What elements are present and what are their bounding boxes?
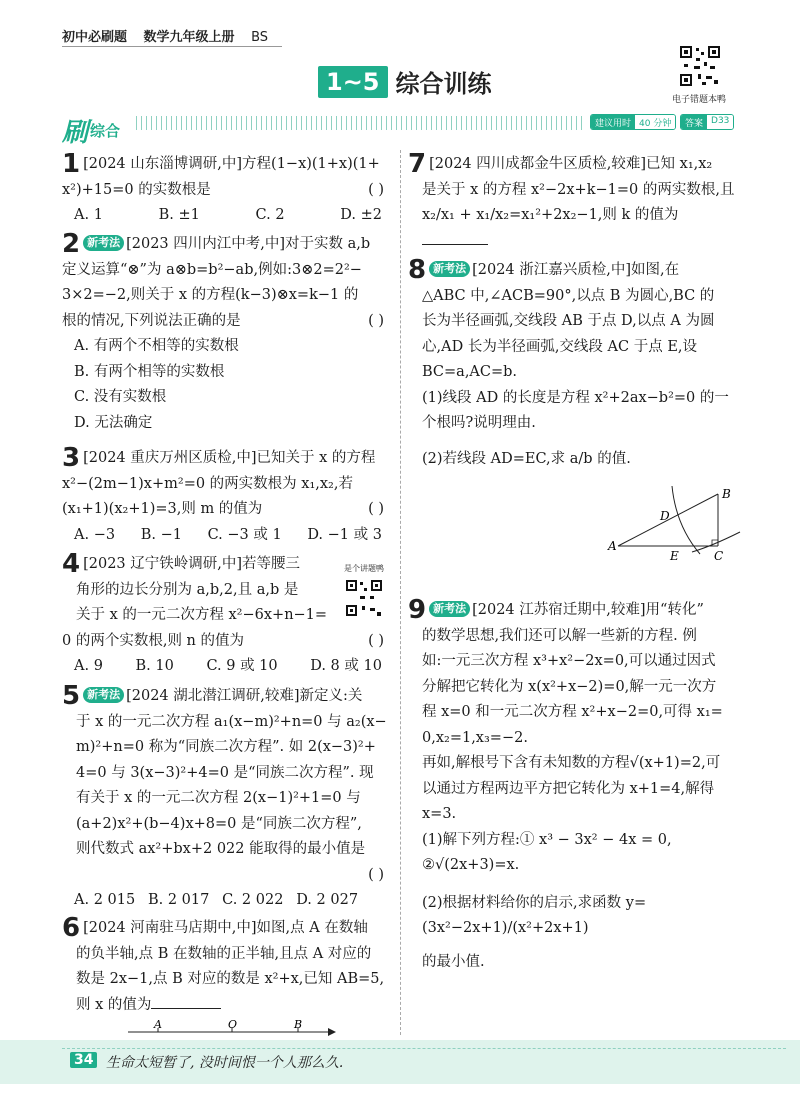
question-6: [62, 913, 392, 1018]
question-source: [2024 重庆万州区质检,中]: [83, 450, 257, 466]
question-text: 程 x=0 和一元二次方程 x²+x−2=0,可得 x₁=: [422, 704, 723, 720]
question-source: [2023 四川内江中考,中]: [126, 236, 286, 252]
option-c: C. −3 或 1: [207, 526, 282, 543]
question-text: 根的情况,下列说法正确的是: [62, 312, 241, 329]
question-text: 有关于 x 的一元二次方程 2(x−1)²+1=0 与: [76, 790, 361, 806]
section-label: 综合: [90, 122, 121, 140]
question-text: =x₁²+2x₂−1,则 k 的值为: [509, 207, 679, 223]
answer-value: D33: [707, 115, 733, 129]
option-d: D. 2 027: [296, 891, 359, 908]
question-part-2: (2)根据材料给你的启示,求函数 y=(3x²−2x+1)/(x²+2x+1): [422, 894, 647, 936]
triangle-figure: [606, 486, 746, 562]
question-number: 6: [62, 913, 81, 943]
footer-motto: 生命太短暂了, 没时间恨一个人那么久.: [106, 1055, 344, 1071]
question-text: 的数学思想,我们还可以解一些新的方程. 例: [422, 627, 697, 644]
vertex-a-label: A: [608, 539, 617, 553]
new-method-tag: 新考法: [83, 235, 124, 251]
question-source: [2023 辽宁铁岭调研,中]: [83, 556, 243, 572]
option-a: A. −3: [74, 526, 116, 543]
question-text: 是关于 x 的方程 x²−2x+k−1=0 的两实数根,且: [422, 181, 735, 198]
time-key: 建议用时: [591, 115, 635, 129]
question-number: 3: [62, 443, 81, 473]
option-a: A. 有两个不相等的实数根: [74, 338, 239, 354]
answer-badge: [680, 114, 734, 130]
option-d: D. −1 或 3: [307, 526, 382, 543]
question-number: 4: [62, 549, 81, 579]
question-text: (a+2)x²+(b−4)x+8=0 是“同族二次方程”,: [76, 815, 362, 832]
new-method-tag: 新考法: [429, 261, 470, 277]
question-text: BC=a,AC=b.: [422, 364, 518, 380]
question-text: △ABC 中,∠ACB=90°,以点 B 为圆心,BC 的: [422, 287, 715, 304]
question-text: 已知关于 x 的方程: [256, 450, 376, 466]
option-d: D. ±2: [340, 207, 382, 223]
question-number: 1: [62, 149, 81, 179]
question-text: 分解把它转化为 x(x²+x−2)=0,解一元一次方: [422, 678, 717, 695]
fraction-expr: x₂/x₁ + x₁/x₂: [422, 207, 510, 223]
option-b: B. ±1: [158, 207, 200, 223]
question-text: 的负半轴,点 B 在数轴的正半轴,且点 A 对应的: [76, 945, 372, 962]
question-text: 方程(1−x)(1+x)(1+: [242, 156, 380, 172]
number-line-figure: [128, 1020, 338, 1042]
question-text: 如图,点 A 在数轴: [256, 920, 368, 936]
question-text: 如:一元三次方程 x³+x²−2x=0,可以通过因式: [422, 653, 716, 669]
new-method-tag: 新考法: [83, 687, 124, 703]
question-number: 2: [62, 229, 81, 259]
question-source: [2024 湖北潜江调研,较难]: [126, 688, 300, 704]
question-text: 3×2=−2,则关于 x 的方程(k−3)⊗x=k−1 的: [62, 287, 359, 303]
qr-code-icon[interactable]: [344, 578, 384, 618]
question-4: [62, 549, 392, 680]
time-badge: [590, 114, 676, 130]
option-c: C. 2 022: [222, 891, 284, 908]
question-text: 以通过方程两边平方把它转化为 x+1=4,解得: [422, 780, 715, 797]
question-text: 0,x₂=1,x₃=−2.: [422, 729, 528, 746]
option-d: D. 无法确定: [74, 414, 153, 431]
qr-code-icon[interactable]: [678, 44, 722, 88]
point-d-label: D: [660, 509, 670, 523]
question-text: 长为半径画弧,交线段 AB 于点 D,以点 A 为圆: [422, 313, 715, 329]
answer-paren: ( ): [368, 312, 384, 329]
question-text: 心,AD 长为半径画弧,交线段 AC 于点 E,设: [422, 338, 698, 355]
page-title: [318, 64, 492, 99]
answer-blank[interactable]: [151, 995, 221, 1009]
question-1: [62, 149, 392, 229]
question-text: 已知 x₁,x₂: [646, 156, 713, 172]
qr-caption: 电子错题本鸭: [672, 95, 727, 105]
answer-paren: ( ): [368, 501, 384, 517]
question-9: [408, 595, 743, 975]
section-brush: 刷: [62, 118, 89, 148]
question-8: [408, 255, 743, 472]
question-source: [2024 山东淄博调研,中]: [83, 156, 243, 172]
footer-rule: [62, 1048, 786, 1049]
section-stripes: [136, 116, 584, 130]
question-text: 用“转化”: [645, 602, 704, 618]
question-source: [2024 四川成都金牛区质检,较难]: [429, 156, 647, 172]
subject-name: 数学九年级上册: [143, 30, 235, 45]
option-b: B. 10: [135, 658, 174, 674]
origin-label: O: [228, 1020, 238, 1031]
question-text: 则代数式 ax²+bx+2 022 能取得的最小值是: [76, 841, 366, 857]
question-text: 再如,解根号下含有未知数的方程√(x+1)=2,可: [422, 755, 721, 771]
option-c: C. 2: [255, 207, 285, 223]
option-b: B. −1: [140, 526, 182, 543]
answer-blank[interactable]: [422, 231, 488, 245]
question-part-1: 个根吗?说明理由.: [422, 415, 536, 431]
question-text: (x₁+1)(x₂+1)=3,则 m 的值为: [62, 501, 263, 517]
question-part-1: (1)线段 AD 的长度是方程 x²+2ax−b²=0 的一: [422, 389, 729, 406]
answer-paren: ( ): [368, 866, 384, 883]
question-text: x=3.: [422, 806, 457, 822]
question-3: [62, 443, 392, 548]
column-divider: [400, 150, 401, 1035]
question-2: [62, 229, 392, 436]
question-5: [62, 681, 392, 913]
question-text: x²)+15=0 的实数根是: [62, 181, 211, 198]
option-d: D. 8 或 10: [310, 658, 382, 674]
question-text: 数是 2x−1,点 B 对应的数是 x²+x,已知 AB=5,: [76, 971, 385, 987]
question-text: 定义运算“⊗”为 a⊗b=b²−ab,例如:3⊗2=2²−: [62, 261, 362, 278]
question-source: [2024 江苏宿迁期中,较难]: [472, 602, 646, 618]
point-a-label: A: [154, 1020, 162, 1031]
vertex-c-label: C: [714, 549, 724, 562]
option-c: C. 没有实数根: [74, 389, 167, 405]
option-b: B. 2 017: [147, 891, 210, 908]
question-number: 7: [408, 149, 427, 179]
answer-key: 答案: [681, 115, 707, 129]
question-part-2: 的最小值.: [422, 953, 485, 970]
question-number: 9: [408, 595, 427, 625]
option-b: B. 有两个相等的实数根: [74, 363, 225, 380]
running-header: [62, 26, 280, 45]
section-heading: [62, 112, 120, 149]
question-7: [408, 149, 743, 254]
question-text: 角形的边长分别为 a,b,2,且 a,b 是: [76, 581, 299, 598]
question-text: 关于 x 的一元二次方程 x²−6x+n−1=: [76, 607, 328, 623]
question-text: 若等腰三: [242, 556, 301, 572]
question-source: [2024 河南驻马店期中,中]: [83, 920, 257, 936]
question-text: 于 x 的一元二次方程 a₁(x−m)²+n=0 与 a₂(x−: [76, 713, 387, 730]
point-e-label: E: [670, 549, 679, 562]
question-text: 新定义:关: [299, 688, 363, 704]
explain-hint: 是个讲题鸭: [344, 564, 384, 573]
option-c: C. 9 或 10: [206, 658, 278, 674]
question-text: 4=0 与 3(x−3)²+4=0 是“同族二次方程”. 现: [76, 764, 374, 781]
question-part-1: ②√(2x+3)=x.: [422, 857, 520, 873]
page-number: 34: [70, 1052, 97, 1068]
new-method-tag: 新考法: [429, 601, 470, 617]
question-text: 则 x 的值为: [76, 996, 152, 1013]
answer-paren: ( ): [368, 181, 384, 198]
question-text: x²−(2m−1)x+m²=0 的两实数根为 x₁,x₂,若: [62, 475, 353, 492]
question-part-1: (1)解下列方程:① x³ − 3x² − 4x = 0,: [422, 831, 672, 848]
question-source: [2024 浙江嘉兴质检,中]: [472, 262, 632, 278]
question-text: m)²+n=0 称为“同族二次方程”. 如 2(x−3)²+: [76, 739, 376, 755]
question-number: 5: [62, 681, 81, 711]
question-part-2: (2)若线段 AD=EC,求 a/b 的值.: [422, 450, 631, 467]
header-rule: [62, 46, 282, 47]
edition-label: BS: [251, 30, 269, 45]
title-text: 综合训练: [395, 70, 492, 98]
question-text: 0 的两个实数根,则 n 的值为: [62, 632, 244, 649]
book-name: 初中必刷题: [62, 30, 128, 45]
option-a: A. 2 015: [74, 891, 136, 908]
vertex-b-label: B: [722, 487, 731, 501]
answer-paren: ( ): [368, 632, 384, 649]
title-range: 1~5: [318, 66, 388, 98]
point-b-label: B: [294, 1020, 303, 1031]
option-a: A. 1: [74, 207, 103, 223]
question-text: 如图,在: [631, 262, 680, 278]
question-number: 8: [408, 255, 427, 285]
time-value: 40 分钟: [635, 115, 675, 129]
option-a: A. 9: [74, 658, 103, 674]
question-text: 对于实数 a,b: [285, 236, 371, 252]
